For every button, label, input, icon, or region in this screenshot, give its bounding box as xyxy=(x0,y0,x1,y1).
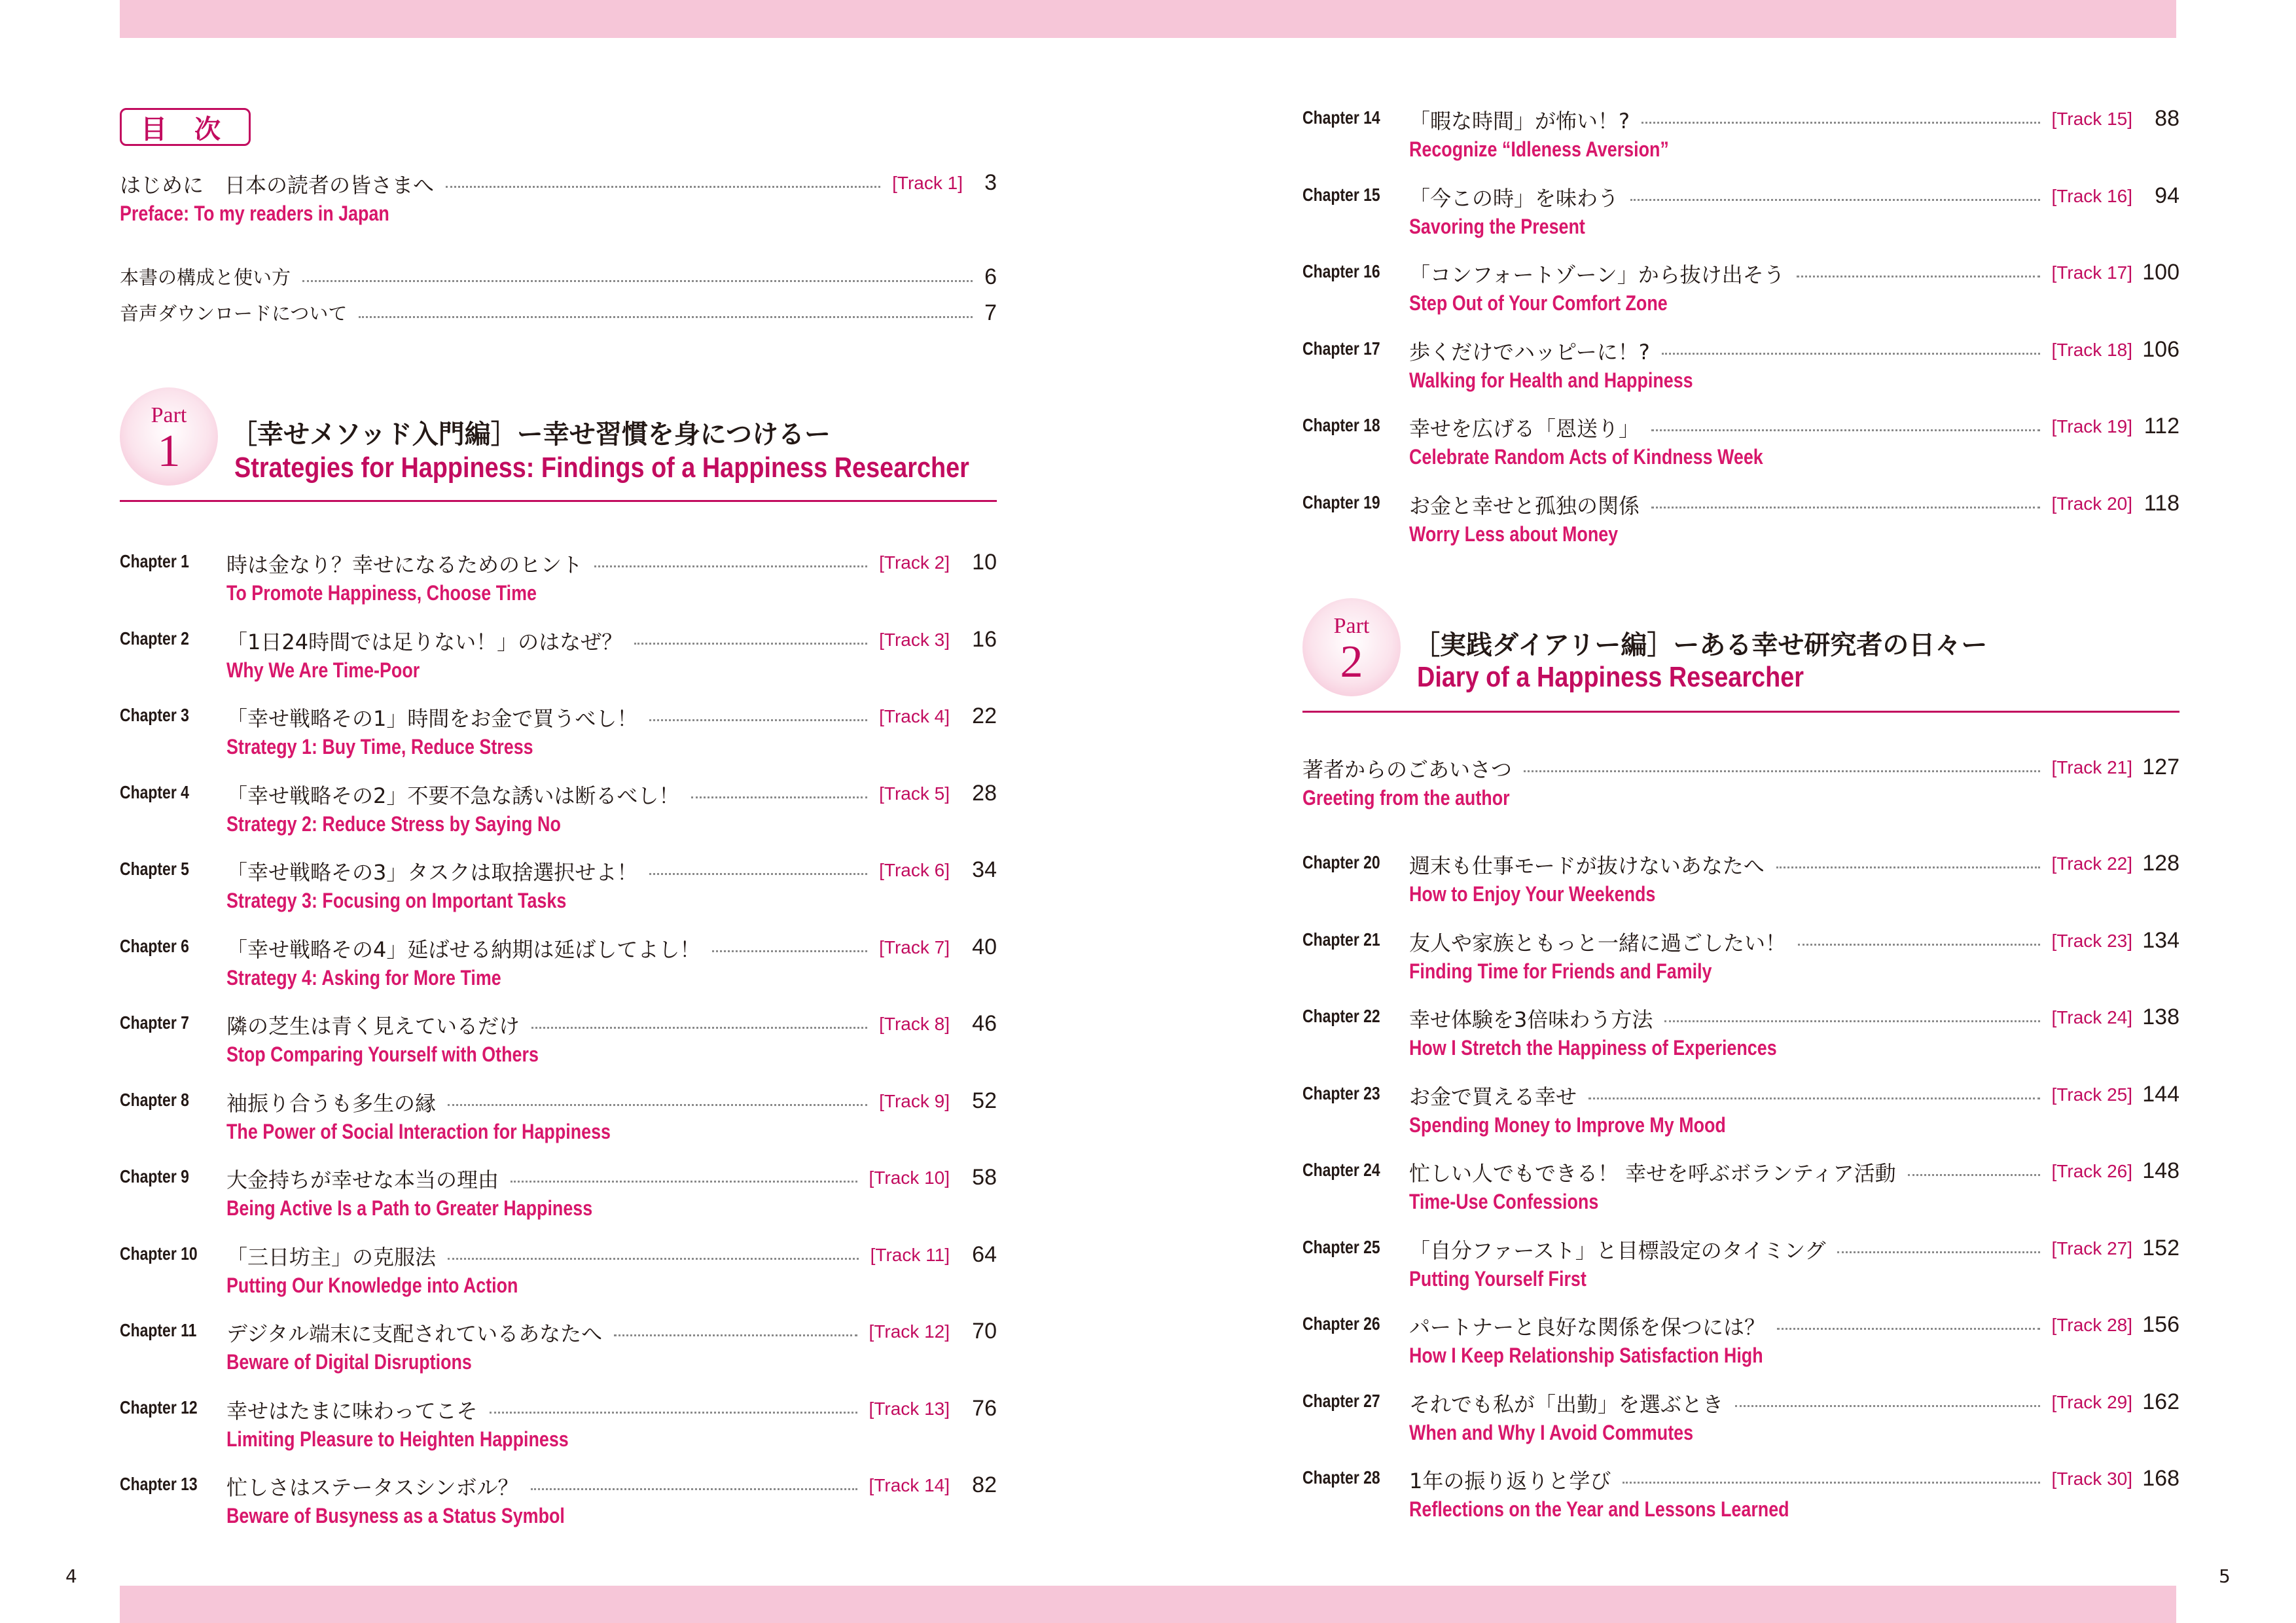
page-number: 28 xyxy=(972,780,997,806)
chapter-label: Chapter 27 xyxy=(1302,1390,1380,1411)
page-number: 7 xyxy=(984,300,997,325)
toc-chapter-entry[interactable] xyxy=(120,1087,997,1143)
dot-leader xyxy=(1735,1405,2040,1407)
part2-title-en: Diary of a Happiness Researcher xyxy=(1417,661,1804,693)
entry-title-jp: はじめに 日本の読者の皆さまへ xyxy=(120,173,435,198)
chapter-title-en: Beware of Digital Disruptions xyxy=(226,1350,472,1374)
page-number: 112 xyxy=(2144,414,2179,438)
page-number: 40 xyxy=(972,934,997,959)
chapter-title-en: Putting Our Knowledge into Action xyxy=(226,1273,518,1297)
chapter-title-en: Step Out of Your Comfort Zone xyxy=(1409,291,1668,315)
chapter-title-en: When and Why I Avoid Commutes xyxy=(1409,1420,1694,1444)
top-pink-band xyxy=(120,0,2176,38)
chapter-title-jp: 友人や家族ともっと一緒に過ごしたい！ xyxy=(1409,930,1787,955)
page-number: 58 xyxy=(972,1165,997,1190)
chapter-title-en: Why We Are Time-Poor xyxy=(226,658,420,682)
chapter-title-en: Beware of Busyness as a Status Symbol xyxy=(226,1504,565,1527)
chapter-label: Chapter 15 xyxy=(1302,184,1380,205)
toc-chapter-entry[interactable] xyxy=(1302,412,2179,469)
track-label: [Track 21] xyxy=(2051,757,2132,777)
chapter-label: Chapter 1 xyxy=(120,551,189,571)
entry-title-en: Greeting from the author xyxy=(1302,786,1510,810)
toc-chapter-entry[interactable] xyxy=(1302,182,2179,238)
toc-entry-audio-download[interactable] xyxy=(120,299,997,330)
chapter-title-en: How to Enjoy Your Weekends xyxy=(1409,882,1656,906)
dot-leader xyxy=(594,565,867,567)
track-label: [Track 7] xyxy=(879,936,950,957)
chapter-title-jp: 忙しさはステータスシンボル？ xyxy=(226,1475,519,1500)
chapter-title-jp: デジタル端末に支配されているあなたへ xyxy=(226,1321,603,1346)
chapter-title-en: Time-Use Confessions xyxy=(1409,1190,1599,1213)
chapter-title-jp: それでも私が「出勤」を選ぶとき xyxy=(1409,1391,1724,1417)
toc-chapter-entry[interactable] xyxy=(120,1010,997,1066)
chapter-title-en: Strategy 3: Focusing on Important Tasks xyxy=(226,889,567,912)
toc-chapter-entry[interactable] xyxy=(120,1317,997,1374)
chapter-label: Chapter 19 xyxy=(1302,491,1380,512)
chapter-title-en: Strategy 1: Buy Time, Reduce Stress xyxy=(226,735,533,758)
track-label: [Track 18] xyxy=(2051,339,2132,360)
toc-title: 目 次 xyxy=(120,108,251,146)
chapter-title-en: Putting Yourself First xyxy=(1409,1266,1587,1291)
chapter-title-jp: 「三日坊主」の克服法 xyxy=(226,1244,437,1270)
toc-chapter-entry[interactable] xyxy=(1302,1388,2179,1444)
toc-chapter-entry[interactable] xyxy=(1302,1465,2179,1521)
track-label: [Track 1] xyxy=(892,173,963,193)
page-number: 127 xyxy=(2142,755,2179,779)
chapter-label: Chapter 24 xyxy=(1302,1160,1380,1180)
page-number: 144 xyxy=(2142,1081,2179,1107)
dot-leader xyxy=(649,719,867,721)
page-number: 162 xyxy=(2142,1389,2179,1414)
dot-leader xyxy=(1588,1097,2040,1099)
page-number: 94 xyxy=(2155,183,2179,208)
page-number: 70 xyxy=(972,1319,997,1344)
track-label: [Track 5] xyxy=(879,783,950,804)
part-number: 1 xyxy=(157,426,181,476)
part2-divider xyxy=(1302,711,2179,713)
toc-chapter-entry[interactable] xyxy=(1302,490,2179,546)
part1-badge xyxy=(120,387,218,486)
dot-leader xyxy=(531,1027,867,1029)
track-label: [Track 30] xyxy=(2051,1469,2132,1489)
dot-leader xyxy=(1651,507,2040,508)
dot-leader xyxy=(511,1181,857,1183)
page-number: 106 xyxy=(2142,336,2179,362)
chapter-title-jp: 1年の振り返りと学び xyxy=(1409,1469,1611,1493)
toc-chapter-entry[interactable] xyxy=(120,702,997,758)
part2-badge xyxy=(1302,598,1401,696)
page-number: 156 xyxy=(2142,1312,2179,1337)
track-label: [Track 20] xyxy=(2051,493,2132,514)
chapter-label: Chapter 23 xyxy=(1302,1082,1380,1103)
chapter-label: Chapter 13 xyxy=(120,1474,198,1494)
chapter-title-jp: パートナーと良好な関係を保つには？ xyxy=(1409,1315,1766,1340)
dot-leader xyxy=(1524,770,2040,772)
part1-divider xyxy=(120,500,997,502)
chapter-label: Chapter 2 xyxy=(120,628,189,649)
track-label: [Track 10] xyxy=(869,1168,950,1188)
page-number: 16 xyxy=(972,626,997,652)
chapter-title-jp: 忙しい人でもできる！ 幸せを呼ぶボランティア活動 xyxy=(1409,1161,1896,1186)
track-label: [Track 29] xyxy=(2051,1391,2132,1412)
entry-title-jp: 音声ダウンロードについて xyxy=(120,302,348,325)
track-label: [Track 2] xyxy=(879,552,950,573)
toc-chapter-entry[interactable] xyxy=(1302,1311,2179,1367)
toc-entry-structure[interactable] xyxy=(120,263,997,294)
page-number: 100 xyxy=(2142,260,2179,285)
chapter-title-en: Savoring the Present xyxy=(1409,214,1585,238)
chapter-title-en: Spending Money to Improve My Mood xyxy=(1409,1113,1726,1137)
toc-chapter-entry[interactable] xyxy=(120,856,997,912)
track-label: [Track 15] xyxy=(2051,109,2132,129)
chapter-title-en: Recognize “Idleness Aversion” xyxy=(1409,137,1669,161)
track-label: [Track 6] xyxy=(879,860,950,880)
chapter-title-jp: 「幸せ戦略その3」タスクは取捨選択せよ！ xyxy=(226,860,638,885)
page-number: 82 xyxy=(972,1472,997,1497)
toc-chapter-entry[interactable] xyxy=(120,779,997,836)
chapter-title-jp: 時は金なり？幸せになるためのヒント xyxy=(226,552,583,577)
chapter-label: Chapter 25 xyxy=(1302,1236,1380,1257)
part-label: Part xyxy=(151,403,187,427)
part1-title-jp: ［幸せメソッド入門編］ー幸せ習慣を身につけるー xyxy=(231,419,831,450)
track-label: [Track 24] xyxy=(2051,1007,2132,1027)
chapter-title-jp: お金と幸せと孤独の関係 xyxy=(1409,493,1640,518)
track-label: [Track 11] xyxy=(870,1244,950,1265)
dot-leader xyxy=(302,280,973,282)
chapter-title-en: How I Stretch the Happiness of Experiences xyxy=(1409,1036,1777,1060)
toc-chapter-entry[interactable] xyxy=(120,1395,997,1451)
entry-title-jp: 著者からのごあいさつ xyxy=(1302,757,1513,782)
dot-leader xyxy=(691,796,867,798)
chapter-title-en: How I Keep Relationship Satisfaction High xyxy=(1409,1344,1763,1367)
entry-title-en: Preface: To my readers in Japan xyxy=(120,202,389,225)
toc-chapter-entry[interactable] xyxy=(1302,105,2179,161)
part-number: 2 xyxy=(1340,637,1363,687)
chapter-title-jp: 「自分ファースト」と目標設定のタイミング xyxy=(1409,1238,1826,1263)
page-number: 88 xyxy=(2155,106,2179,131)
chapter-label: Chapter 5 xyxy=(120,859,189,879)
dot-leader xyxy=(531,1488,857,1490)
toc-chapter-entry[interactable] xyxy=(120,548,997,605)
track-label: [Track 16] xyxy=(2051,185,2132,206)
dot-leader xyxy=(446,186,880,188)
chapter-label: Chapter 18 xyxy=(1302,415,1380,435)
toc-chapter-entry[interactable] xyxy=(120,1241,997,1297)
toc-chapter-entry[interactable] xyxy=(120,1164,997,1220)
entry-title-jp: 本書の構成と使い方 xyxy=(120,266,291,289)
track-label: [Track 3] xyxy=(879,629,950,650)
toc-entry-greeting[interactable] xyxy=(1302,753,2179,810)
chapter-title-jp: 幸せはたまに味わってこそ xyxy=(226,1398,478,1423)
chapter-title-en: Celebrate Random Acts of Kindness Week xyxy=(1409,445,1763,469)
toc-entry-preface[interactable] xyxy=(120,169,997,225)
left-page-number: 4 xyxy=(65,1565,77,1587)
dot-leader xyxy=(1641,122,2040,124)
chapter-label: Chapter 8 xyxy=(120,1089,189,1110)
chapter-title-en: Walking for Health and Happiness xyxy=(1409,368,1693,392)
page-number: 76 xyxy=(972,1395,997,1421)
part-label: Part xyxy=(1333,614,1370,638)
page-number: 6 xyxy=(984,264,997,289)
chapter-label: Chapter 6 xyxy=(120,935,189,956)
chapter-title-jp: 「今この時」を味わう xyxy=(1409,185,1619,211)
right-page-number: 5 xyxy=(2219,1565,2231,1587)
chapter-title-jp: 幸せ体験を3倍味わう方法 xyxy=(1409,1007,1653,1032)
toc-chapter-entry[interactable] xyxy=(1302,1234,2179,1291)
page-number: 148 xyxy=(2142,1158,2179,1183)
chapter-title-jp: 「幸せ戦略その1」時間をお金で買うべし！ xyxy=(226,706,638,731)
track-label: [Track 4] xyxy=(879,706,950,726)
dot-leader xyxy=(712,950,867,952)
dot-leader xyxy=(1798,944,2040,946)
dot-leader xyxy=(490,1412,857,1414)
page-number: 168 xyxy=(2142,1466,2179,1491)
toc-chapter-entry[interactable] xyxy=(120,1471,997,1527)
track-label: [Track 22] xyxy=(2051,853,2132,874)
dot-leader xyxy=(359,316,973,318)
chapter-label: Chapter 3 xyxy=(120,705,189,725)
chapter-title-en: The Power of Social Interaction for Happiness xyxy=(226,1119,611,1143)
toc-chapter-entry[interactable] xyxy=(120,933,997,990)
chapter-title-jp: 歩くだけでハッピーに！? xyxy=(1409,339,1650,365)
dot-leader xyxy=(1651,429,2040,431)
track-label: [Track 28] xyxy=(2051,1315,2132,1335)
toc-chapter-entry[interactable] xyxy=(1302,336,2179,392)
chapter-label: Chapter 10 xyxy=(120,1243,198,1264)
part2-title-jp: ［実践ダイアリー編］ーある幸せ研究者の日々ー xyxy=(1414,630,1988,660)
chapter-title-jp: お金で買える幸せ xyxy=(1409,1084,1577,1109)
track-label: [Track 14] xyxy=(869,1475,950,1495)
chapter-label: Chapter 22 xyxy=(1302,1006,1380,1026)
chapter-title-en: Worry Less about Money xyxy=(1409,522,1619,546)
chapter-title-en: Reflections on the Year and Lessons Learned xyxy=(1409,1497,1789,1521)
page-number: 34 xyxy=(972,857,997,882)
track-label: [Track 9] xyxy=(879,1090,950,1111)
toc-chapter-entry[interactable] xyxy=(1302,1157,2179,1213)
page-number: 64 xyxy=(972,1241,997,1267)
toc-chapter-entry[interactable] xyxy=(120,626,997,682)
track-label: [Track 12] xyxy=(869,1321,950,1342)
dot-leader xyxy=(634,643,867,645)
chapter-title-jp: 隣の芝生は青く見えているだけ xyxy=(226,1014,520,1039)
page-number: 3 xyxy=(984,170,997,195)
part1-title-en: Strategies for Happiness: Findings of a Happiness Researcher xyxy=(234,452,969,484)
chapter-title-jp: 「暇な時間」が怖い！? xyxy=(1409,109,1630,134)
chapter-title-jp: 「コンフォートゾーン」から抜け出そう xyxy=(1409,262,1785,287)
track-label: [Track 17] xyxy=(2051,262,2132,283)
dot-leader xyxy=(1908,1174,2040,1176)
page-number: 134 xyxy=(2142,927,2179,953)
chapter-label: Chapter 28 xyxy=(1302,1467,1380,1488)
chapter-title-en: To Promote Happiness, Choose Time xyxy=(226,581,537,605)
chapter-label: Chapter 17 xyxy=(1302,338,1380,359)
chapter-title-en: Strategy 4: Asking for More Time xyxy=(226,965,501,990)
page-number: 52 xyxy=(972,1088,997,1113)
chapter-title-jp: 「幸せ戦略その4」延ばせる納期は延ばしてよし！ xyxy=(226,936,701,962)
chapter-title-jp: 週末も仕事モードが抜けないあなたへ xyxy=(1409,853,1765,878)
chapter-title-jp: 「1日24時間では足りない！」のはなぜ？ xyxy=(226,629,623,654)
page-number: 138 xyxy=(2142,1005,2179,1029)
page-number: 118 xyxy=(2144,490,2179,516)
toc-chapter-entry[interactable] xyxy=(1302,849,2179,906)
track-label: [Track 8] xyxy=(879,1014,950,1034)
chapter-title-en: Stop Comparing Yourself with Others xyxy=(226,1043,539,1066)
dot-leader xyxy=(1777,1328,2040,1330)
dot-leader xyxy=(1662,353,2040,355)
chapter-title-en: Strategy 2: Reduce Stress by Saying No xyxy=(226,812,561,836)
chapter-title-jp: 大金持ちが幸せな本当の理由 xyxy=(226,1168,499,1192)
dot-leader xyxy=(448,1104,867,1106)
chapter-label: Chapter 20 xyxy=(1302,852,1380,872)
toc-chapter-entry[interactable] xyxy=(1302,259,2179,315)
chapter-title-jp: 「幸せ戦略その2」不要不急な誘いは断るべし！ xyxy=(226,783,680,808)
chapter-title-jp: 袖振り合うも多生の縁 xyxy=(226,1090,437,1116)
dot-leader xyxy=(1630,199,2040,201)
dot-leader xyxy=(649,873,867,875)
page-number: 22 xyxy=(972,704,997,728)
chapter-label: Chapter 16 xyxy=(1302,261,1380,281)
track-label: [Track 25] xyxy=(2051,1084,2132,1105)
chapter-title-en: Being Active Is a Path to Greater Happiness xyxy=(226,1196,593,1220)
chapter-label: Chapter 26 xyxy=(1302,1313,1380,1334)
track-label: [Track 19] xyxy=(2051,416,2132,437)
page-number: 128 xyxy=(2142,851,2179,876)
chapter-label: Chapter 12 xyxy=(120,1397,198,1418)
dot-leader xyxy=(1837,1251,2039,1253)
page-number: 46 xyxy=(972,1011,997,1036)
toc-chapter-entry[interactable] xyxy=(1302,1080,2179,1137)
page-number: 10 xyxy=(972,550,997,575)
track-label: [Track 23] xyxy=(2051,930,2132,951)
chapter-label: Chapter 4 xyxy=(120,781,189,802)
chapter-title-en: Limiting Pleasure to Heighten Happiness xyxy=(226,1427,569,1451)
chapter-label: Chapter 7 xyxy=(120,1012,189,1033)
dot-leader xyxy=(1797,276,2040,277)
bottom-pink-band xyxy=(120,1586,2176,1623)
page-number: 152 xyxy=(2142,1235,2179,1260)
chapter-label: Chapter 21 xyxy=(1302,929,1380,950)
track-label: [Track 13] xyxy=(869,1398,950,1419)
toc-chapter-entry[interactable] xyxy=(1302,927,2179,983)
chapter-title-en: Finding Time for Friends and Family xyxy=(1409,959,1712,983)
dot-leader xyxy=(1623,1482,2039,1484)
chapter-label: Chapter 14 xyxy=(1302,107,1380,128)
chapter-title-jp: 幸せを広げる「恩送り」 xyxy=(1409,416,1640,441)
dot-leader xyxy=(614,1334,857,1336)
track-label: [Track 26] xyxy=(2051,1161,2132,1181)
chapter-label: Chapter 9 xyxy=(120,1166,189,1186)
chapter-label: Chapter 11 xyxy=(120,1320,197,1340)
dot-leader xyxy=(1776,866,2040,868)
track-label: [Track 27] xyxy=(2051,1238,2132,1258)
dot-leader xyxy=(448,1258,859,1260)
toc-chapter-entry[interactable] xyxy=(1302,1003,2179,1060)
dot-leader xyxy=(1664,1020,2039,1022)
